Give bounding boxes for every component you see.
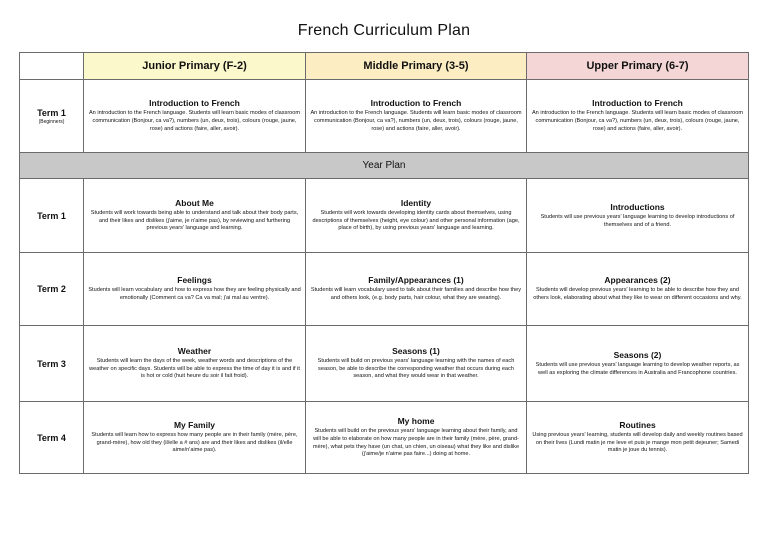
- unit-description: Students will use previous years' language learning to develop weather reports, as well as exploring the climate differences in Australia and Francophone countries.: [535, 361, 740, 376]
- unit-title: My Family: [173, 419, 216, 430]
- unit-description: Students will build on the previous years' language learning about their family, and will be able to elaborate on how many people are in their family (mère, père, grand-mère), what pets they have (un chat, un chien, un oiseau) what they like and dislike (j'aime/je n'aime pas faire...) doing at home.: [312, 427, 520, 458]
- unit-description: Students will learn how to express how many people are in their family (mère, père, grand-mère), how old they (il/elle a # ans) are and their likes and dislikes (il/elle aime/n'aime pas).: [91, 431, 298, 454]
- unit-description: An introduction to the French language. Students will learn basic modes of classroom communication (Bonjour, ca va?), numbers (un, deux, trois), colours (rouge, jaune, rose) and actions (faire, aller, avoir).: [310, 110, 522, 132]
- intro-upper-cell: [527, 80, 749, 153]
- unit-title: Introduction to French: [370, 98, 462, 109]
- unit-title: Routines: [619, 419, 656, 430]
- junior-cell: [84, 253, 306, 326]
- term-row: [20, 179, 749, 253]
- unit-title: Appearances (2): [604, 275, 671, 286]
- unit-title: Seasons (1): [392, 345, 440, 356]
- upper-cell: [527, 253, 749, 326]
- year-plan-label: Year Plan: [20, 153, 749, 179]
- unit-title: Weather: [177, 345, 212, 356]
- unit-description: Using previous years' learning, students will develop daily and weekly routines based on their lives (Lundi matin je me leve et puis je mange mon petit dejeuner; Samedi matin je joue du tennis).: [532, 431, 743, 454]
- upper-cell: [527, 179, 749, 253]
- term-label: Term 1: [20, 179, 84, 253]
- intro-row: [20, 80, 749, 153]
- middle-cell: [306, 402, 527, 474]
- upper-cell: [527, 402, 749, 474]
- unit-title: Family/Appearances (1): [368, 275, 464, 286]
- unit-title: Introduction to French: [149, 98, 240, 109]
- intro-junior-cell: [84, 80, 306, 153]
- corner-cell: [20, 53, 84, 80]
- unit-description: An introduction to the French language. Students will learn basic modes of classroom communication (Bonjour, ca va?), numbers (un, deux, trois), colours (rouge, jaune, rose) and actions (faire, aller, avoir).: [531, 110, 744, 132]
- unit-title: Identity: [400, 197, 432, 208]
- page-title: French Curriculum Plan: [297, 22, 471, 39]
- middle-cell: [306, 326, 527, 402]
- unit-description: Students will use previous years' language learning to develop introductions of themselves and of a friend.: [540, 213, 735, 228]
- curriculum-table: [19, 52, 749, 474]
- unit-description: Students will develop previous years' learning to be able to describe how they and others look, elaborating about what they like to wear on different occasions and why.: [533, 287, 742, 301]
- term-row: [20, 253, 749, 326]
- unit-description: Students will work towards being able to understand and talk about their body parts, and their likes and dislikes (j'aime, je n'aime pas), by reviewing and furthering previous years' language and learning.: [90, 209, 299, 232]
- term-label: [20, 80, 84, 153]
- header-junior-primary: Junior Primary (F-2): [84, 53, 306, 80]
- junior-cell: [84, 402, 306, 474]
- term-label: Term 2: [20, 253, 84, 326]
- unit-title: About Me: [175, 197, 214, 208]
- unit-description: An introduction to the French language. Students will learn basic modes of classroom communication (Bonjour, ca va?), numbers (un, deux, trois), colours (rouge, jaune, rose) and actions (faire, aller, avoir).: [88, 110, 301, 132]
- term-row: [20, 402, 749, 474]
- unit-description: Students will work towards developing identity cards about themselves, using descriptions of themselves (height, eye colour) and other personal information (age, place of birth), by using previous years' language and learning.: [312, 209, 520, 232]
- unit-description: Students will learn the days of the week, weather words and descriptions of the weather on specific days. Students will be able to express the time of day it is and if it is hot or cold (huit heure du soir il fait froid).: [89, 357, 300, 380]
- term-row: [20, 326, 749, 402]
- term-label: Term 3: [20, 326, 84, 402]
- header-upper-primary: Upper Primary (6-7): [527, 53, 749, 80]
- header-middle-primary: Middle Primary (3-5): [306, 53, 527, 80]
- middle-cell: [306, 253, 527, 326]
- junior-cell: [84, 179, 306, 253]
- upper-cell: [527, 326, 749, 402]
- term-label: Term 4: [20, 402, 84, 474]
- year-plan-row: [20, 153, 749, 179]
- unit-title: Seasons (2): [613, 349, 662, 360]
- unit-description: Students will learn vocabulary and how to express how they are feeling physically and emotionally (Comment ca va? Ca va mal; j'ai mal au ventre).: [88, 287, 301, 301]
- unit-description: Students will learn vocabulary used to talk about their families and describe how they and others look, (e.g. body parts, hair colour, what they are wearing).: [310, 287, 522, 301]
- junior-cell: [84, 326, 306, 402]
- header-row: [20, 53, 749, 80]
- term-text: Term 1: [37, 107, 66, 118]
- unit-title: Introduction to French: [592, 98, 683, 109]
- term-sublabel: (Beginners): [38, 118, 65, 125]
- unit-title: Introductions: [610, 201, 665, 212]
- unit-title: My home: [397, 415, 435, 426]
- unit-title: Feelings: [177, 275, 212, 286]
- unit-description: Students will build on previous years' language learning with the names of each season, be able to describe the corresponding weather that occurs during each season, and what they would wear in that weather.: [317, 357, 515, 380]
- middle-cell: [306, 179, 527, 253]
- intro-middle-cell: [306, 80, 527, 153]
